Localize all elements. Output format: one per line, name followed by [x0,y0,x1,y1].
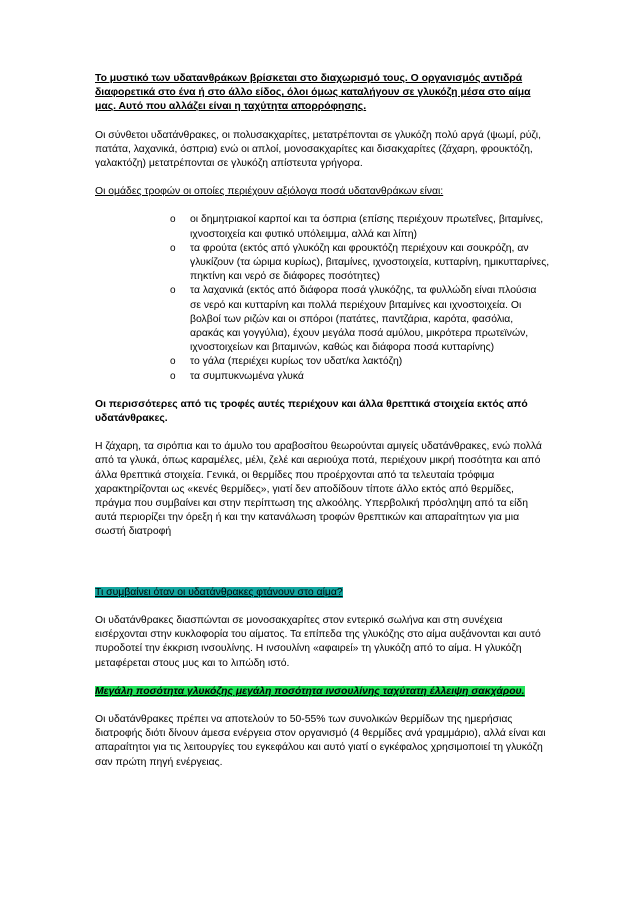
daily-intake-paragraph: Οι υδατάνθρακες πρέπει να αποτελούν το 50-55% των συνολικών θερμίδων της ημερήσιας διατροφής διότι δίνουν άμεσα ενέργεια στον οργανισμό (4 θερμίδες ανά γραμμάριο), αλλά είναι και απαραίτητοι για τις λειτουργίες του εγκεφάλου και αυτό γιατί ο εγκέφαλος χρησιμοποιεί τη γλυκόζη σαν πρώτη πηγή ενέργειας. [95,713,546,768]
list-item-text: τα συμπυκνωμένα γλυκά [190,370,304,382]
list-item-text: οι δημητριακοί καρποί και τα όσπρια (επίσης περιέχουν πρωτεΐνες, βιταμίνες, ιχνοστοιχεία και φυτικό υπόλειμμα, αλλά και λίπη) [190,214,544,240]
bullet-marker: o [170,370,176,382]
list-item [170,284,550,355]
blood-heading-paragraph [95,586,550,600]
food-groups-heading: Οι ομάδες τροφών οι οποίες περιέχουν αξιόλογα ποσά υδατανθράκων είναι: [95,186,444,198]
bullet-marker: o [170,242,176,254]
list-item [170,242,550,285]
food-groups-list [95,213,550,383]
list-item [170,355,550,369]
intro-paragraph: Το μυστικό των υδατανθράκων βρίσκεται στο διαχωρισμό τους. Ο οργανισμός αντιδρά διαφορετικά στο ένα ή στο άλλο είδος, όλοι όμως καταλήγουν σε γλυκόζη μέσα στο αίμα μας. Αυτό που αλλάζει είναι η ταχύτητα απορρόφησης. [95,73,531,113]
list-item [170,213,550,241]
list-item-text: τα φρούτα (εκτός από γλυκόζη και φρουκτόζη περιέχουν και σουκρόζη, αν γλυκίζουν (τα ώριμα κυρίως), βιταμίνες, ιχνοστοιχεία, κυτταρίνη, ημικυτταρίνες, πηκτίνη και νερό σε διάφορες ποσότητες) [190,242,550,283]
blank-space [95,554,550,586]
document-body [95,72,550,784]
bullet-marker: o [170,285,176,297]
empty-calories-paragraph: Η ζάχαρη, τα σιρόπια και το άμυλο του αραβοσίτου θεωρούνται αμιγείς υδατάνθρακες, ενώ πολλά από τα γλυκά, όπως καραμέλες, μέλι, ζελέ και αεριούχα ποτά, περιέχουν μικρή ποσότητα και από άλλα θρεπτικά στοιχεία. Γενικά, οι θερμίδες που προέρχονται από τα τελευταία τρόφιμα χαρακτηρίζονται ως «κενές θερμίδες», γιατί δεν αποδίδουν τίποτε άλλο εκτός από θερμίδες, πράγμα που συμβαίνει και στην περίπτωση της αλκοόλης. Υπερβολική πρόσληψη από τα είδη αυτά περιορίζει την όρεξη ή και την κατανάλωση τροφών θρεπτικών και απαραίτητων για μια σωστή διατροφή [95,441,542,538]
list-item [170,370,550,384]
list-item-text: τα λαχανικά (εκτός από διάφορα ποσά γλυκόζης, τα φυλλώδη είναι πλούσια σε νερό και κυτταρίνη και πολλά περιέχουν βιταμίνες και ιχνοστοιχεία. Οι βολβοί των ριζών και οι σπόροι (πατάτες, παντζάρια, καρότα, φασόλια, αρακάς και γογγύλια), έχουν μεγάλα ποσά αμύλου, μικρότερα πρωτεϊνών, ιχνοστοιχείων και βιταμινών, καθώς και διάφορα ποσά κυτταρίνης) [190,285,537,354]
bullet-marker: o [170,356,176,368]
bullet-marker: o [170,214,176,226]
glucose-insulin-heading: Μεγάλη ποσότητα γλυκόζης μεγάλη ποσότητα ινσουλίνης ταχύτατη έλλειψη σακχάρου. [95,685,525,697]
complex-simple-carbs-paragraph: Οι σύνθετοι υδατάνθρακες, οι πολυσακχαρίτες, μετατρέπονται σε γλυκόζη πολύ αργά (ψωμί, ρύζι, πατάτα, λαχανικά, όσπρια) ενώ οι απλοί, μονοσακχαρίτες και δισακχαρίτες (ζάχαρη, φρουκτόζη, γαλακτόζη) μετατρέπονται σε γλυκόζη απίστευτα γρήγορα. [95,129,541,170]
blood-heading: Τι συμβαίνει όταν οι υδατάνθρακες φτάνουν στο αίμα? [95,586,343,598]
glucose-heading-paragraph [95,685,550,699]
list-item-text: το γάλα (περιέχει κυρίως τον υδατ/κα λακτόζη) [190,356,403,368]
insulin-paragraph: Οι υδατάνθρακες διασπώνται σε μονοσακχαρίτες στον εντερικό σωλήνα και στη συνέχεια εισέρχονται στην κυκλοφορία του αίματος. Τα επίπεδα της γλυκόζης στο αίμα αυξάνονται και αυτό πυροδοτεί την έκκριση ινσουλίνης. Η ινσουλίνη «αφαιρεί» τη γλυκόζη από το αίμα. Η γλυκόζη μεταφέρεται στους μυς και το λιπώδη ιστό. [95,614,541,669]
other-nutrients-paragraph: Οι περισσότερες από τις τροφές αυτές περιέχουν και άλλα θρεπτικά στοιχεία εκτός από υδατάνθρακες. [95,398,528,425]
